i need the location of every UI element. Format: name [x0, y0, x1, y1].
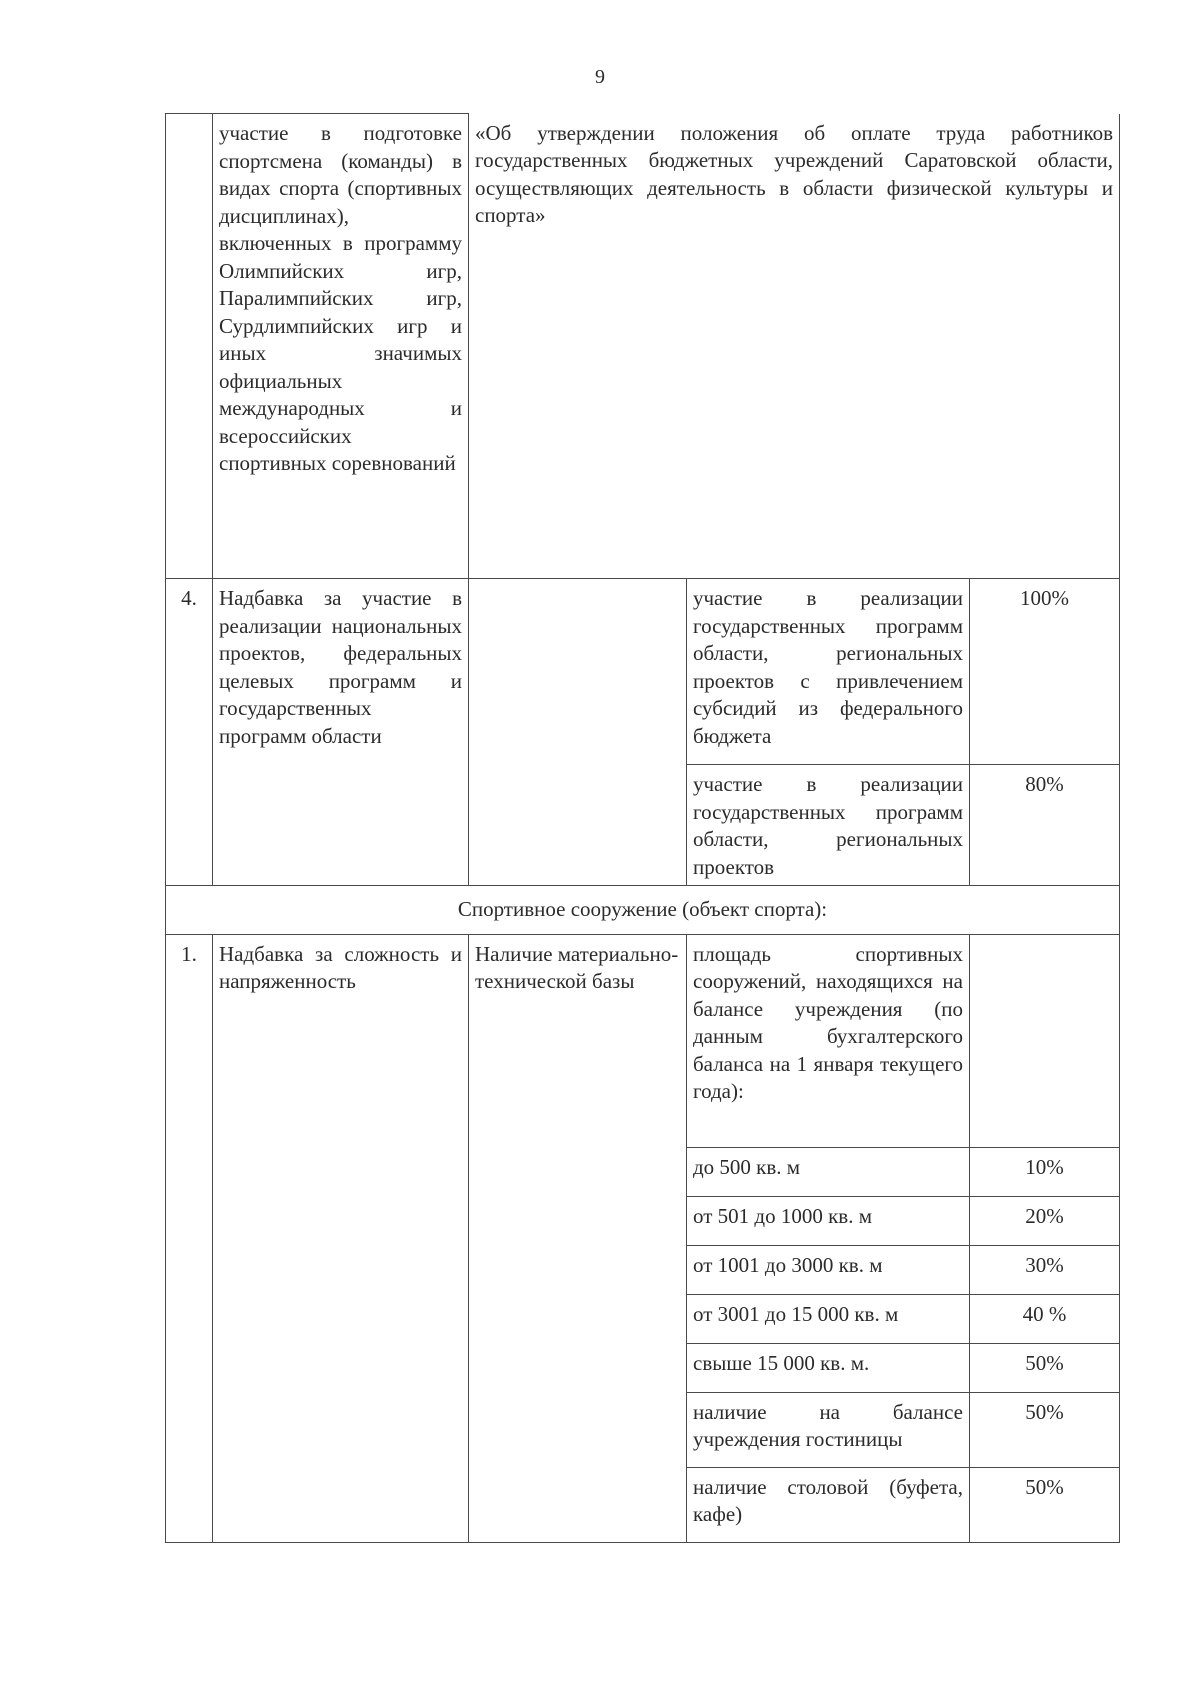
criterion-cell: Наличие материально-технической базы [469, 934, 687, 1542]
row-number: 1. [166, 934, 213, 1542]
condition-value: 50% [970, 1343, 1120, 1392]
condition-value: 80% [970, 765, 1120, 886]
condition-value: 50% [970, 1392, 1120, 1467]
condition-text: наличие столовой (буфета, кафе) [687, 1467, 970, 1542]
condition-value: 40 % [970, 1294, 1120, 1343]
row-number-cell [166, 114, 213, 579]
condition-value: 20% [970, 1196, 1120, 1245]
condition-text: до 500 кв. м [687, 1147, 970, 1196]
condition-intro: площадь спортивных сооружений, находящихся на балансе учреждения (по данным бухгалтерского баланса на 1 января текущего года): [687, 934, 970, 1147]
condition-value: 10% [970, 1147, 1120, 1196]
condition-text: наличие на балансе учреждения гостиницы [687, 1392, 970, 1467]
legal-basis-cell: «Об утверждении положения об оплате труда работников государственных бюджетных учреждений Саратовской области, осуществляющих деятельность в области физической культуры и спорта» [469, 114, 1120, 579]
allowance-name: Надбавка за сложность и напряженность [213, 934, 469, 1542]
criterion-cell-empty [469, 579, 687, 886]
condition-value: 30% [970, 1245, 1120, 1294]
condition-text: свыше 15 000 кв. м. [687, 1343, 970, 1392]
page-number: 9 [595, 66, 605, 88]
table-row [166, 934, 1120, 1147]
allowance-name: Надбавка за участие в реализации национальных проектов, федеральных целевых программ и государственных программ области [213, 579, 469, 886]
table-row-continuation [166, 114, 1120, 579]
criterion-cell: участие в подготовке спортсмена (команды) в видах спорта (спортивных дисциплинах), включенных в программу Олимпийских игр, Паралимпийских игр, Сурдлимпийских игр и иных значимых официальных международных и всероссийских спортивных соревнований [213, 114, 469, 579]
row-number: 4. [166, 579, 213, 886]
section-heading-row [166, 886, 1120, 935]
table-row [166, 579, 1120, 765]
condition-text: участие в реализации государственных программ области, региональных проектов [687, 765, 970, 886]
condition-value: 50% [970, 1467, 1120, 1542]
section-title: Спортивное сооружение (объект спорта): [166, 886, 1120, 935]
condition-value: 100% [970, 579, 1120, 765]
condition-text: от 1001 до 3000 кв. м [687, 1245, 970, 1294]
condition-text: от 3001 до 15 000 кв. м [687, 1294, 970, 1343]
payment-criteria-table [165, 113, 1120, 1543]
condition-text: участие в реализации государственных программ области, региональных проектов с привлечением субсидий из федерального бюджета [687, 579, 970, 765]
condition-text: от 501 до 1000 кв. м [687, 1196, 970, 1245]
condition-value-empty [970, 934, 1120, 1147]
